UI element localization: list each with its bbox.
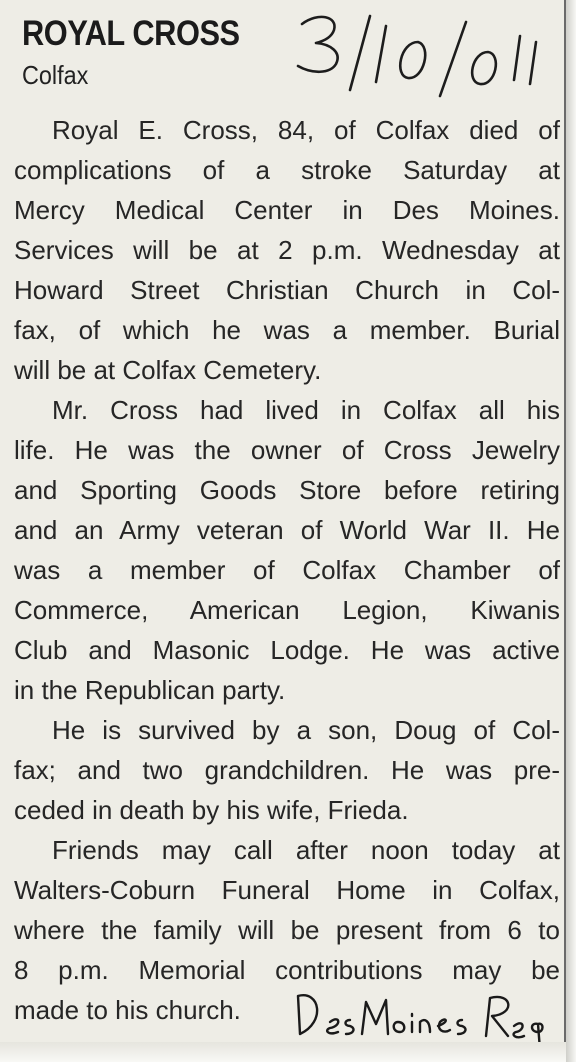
text-line: Walters-Coburn Funeral Home in Colfax, (14, 875, 560, 905)
obituary-name: ROYAL CROSS (22, 14, 240, 53)
text-line: Royal E. Cross, 84, of Colfax died of (52, 115, 560, 145)
text-line: life. He was the owner of Cross Jewelry (14, 435, 560, 465)
obituary-town: Colfax (22, 60, 89, 90)
text-line: in the Republican party. (14, 675, 286, 705)
text-line: fax, of which he was a member. Burial (14, 315, 560, 345)
handwritten-date (290, 6, 550, 98)
text-line: Howard Street Christian Church in Col- (14, 275, 560, 305)
text-line: where the family will be present from 6 to (14, 915, 560, 945)
scan-edge-bottom (0, 1042, 566, 1062)
text-line: Mr. Cross had lived in Colfax all his (52, 395, 560, 425)
text-line: He is survived by a son, Doug of Col- (52, 715, 560, 745)
text-line: Club and Masonic Lodge. He was active (14, 635, 560, 665)
obituary-body (14, 110, 560, 1030)
text-line: Mercy Medical Center in Des Moines. (14, 195, 560, 225)
text-line: and an Army veteran of World War II. He (14, 515, 560, 545)
text-line: was a member of Colfax Chamber of (14, 555, 560, 585)
text-line: Friends may call after noon today at (52, 835, 560, 865)
text-line: will be at Colfax Cemetery. (14, 355, 322, 385)
text-line: Commerce, American Legion, Kiwanis (14, 595, 560, 625)
text-line: complications of a stroke Saturday at (14, 155, 560, 185)
text-line: fax; and two grandchildren. He was pre- (14, 755, 560, 785)
scan-edge-right (566, 0, 576, 1062)
text-line: made to his church. (14, 995, 241, 1025)
text-line: and Sporting Goods Store before retiring (14, 475, 560, 505)
text-line: 8 p.m. Memorial contributions may be (14, 955, 560, 985)
text-line: ceded in death by his wife, Frieda. (14, 795, 409, 825)
text-line: Services will be at 2 p.m. Wednesday at (14, 235, 560, 265)
